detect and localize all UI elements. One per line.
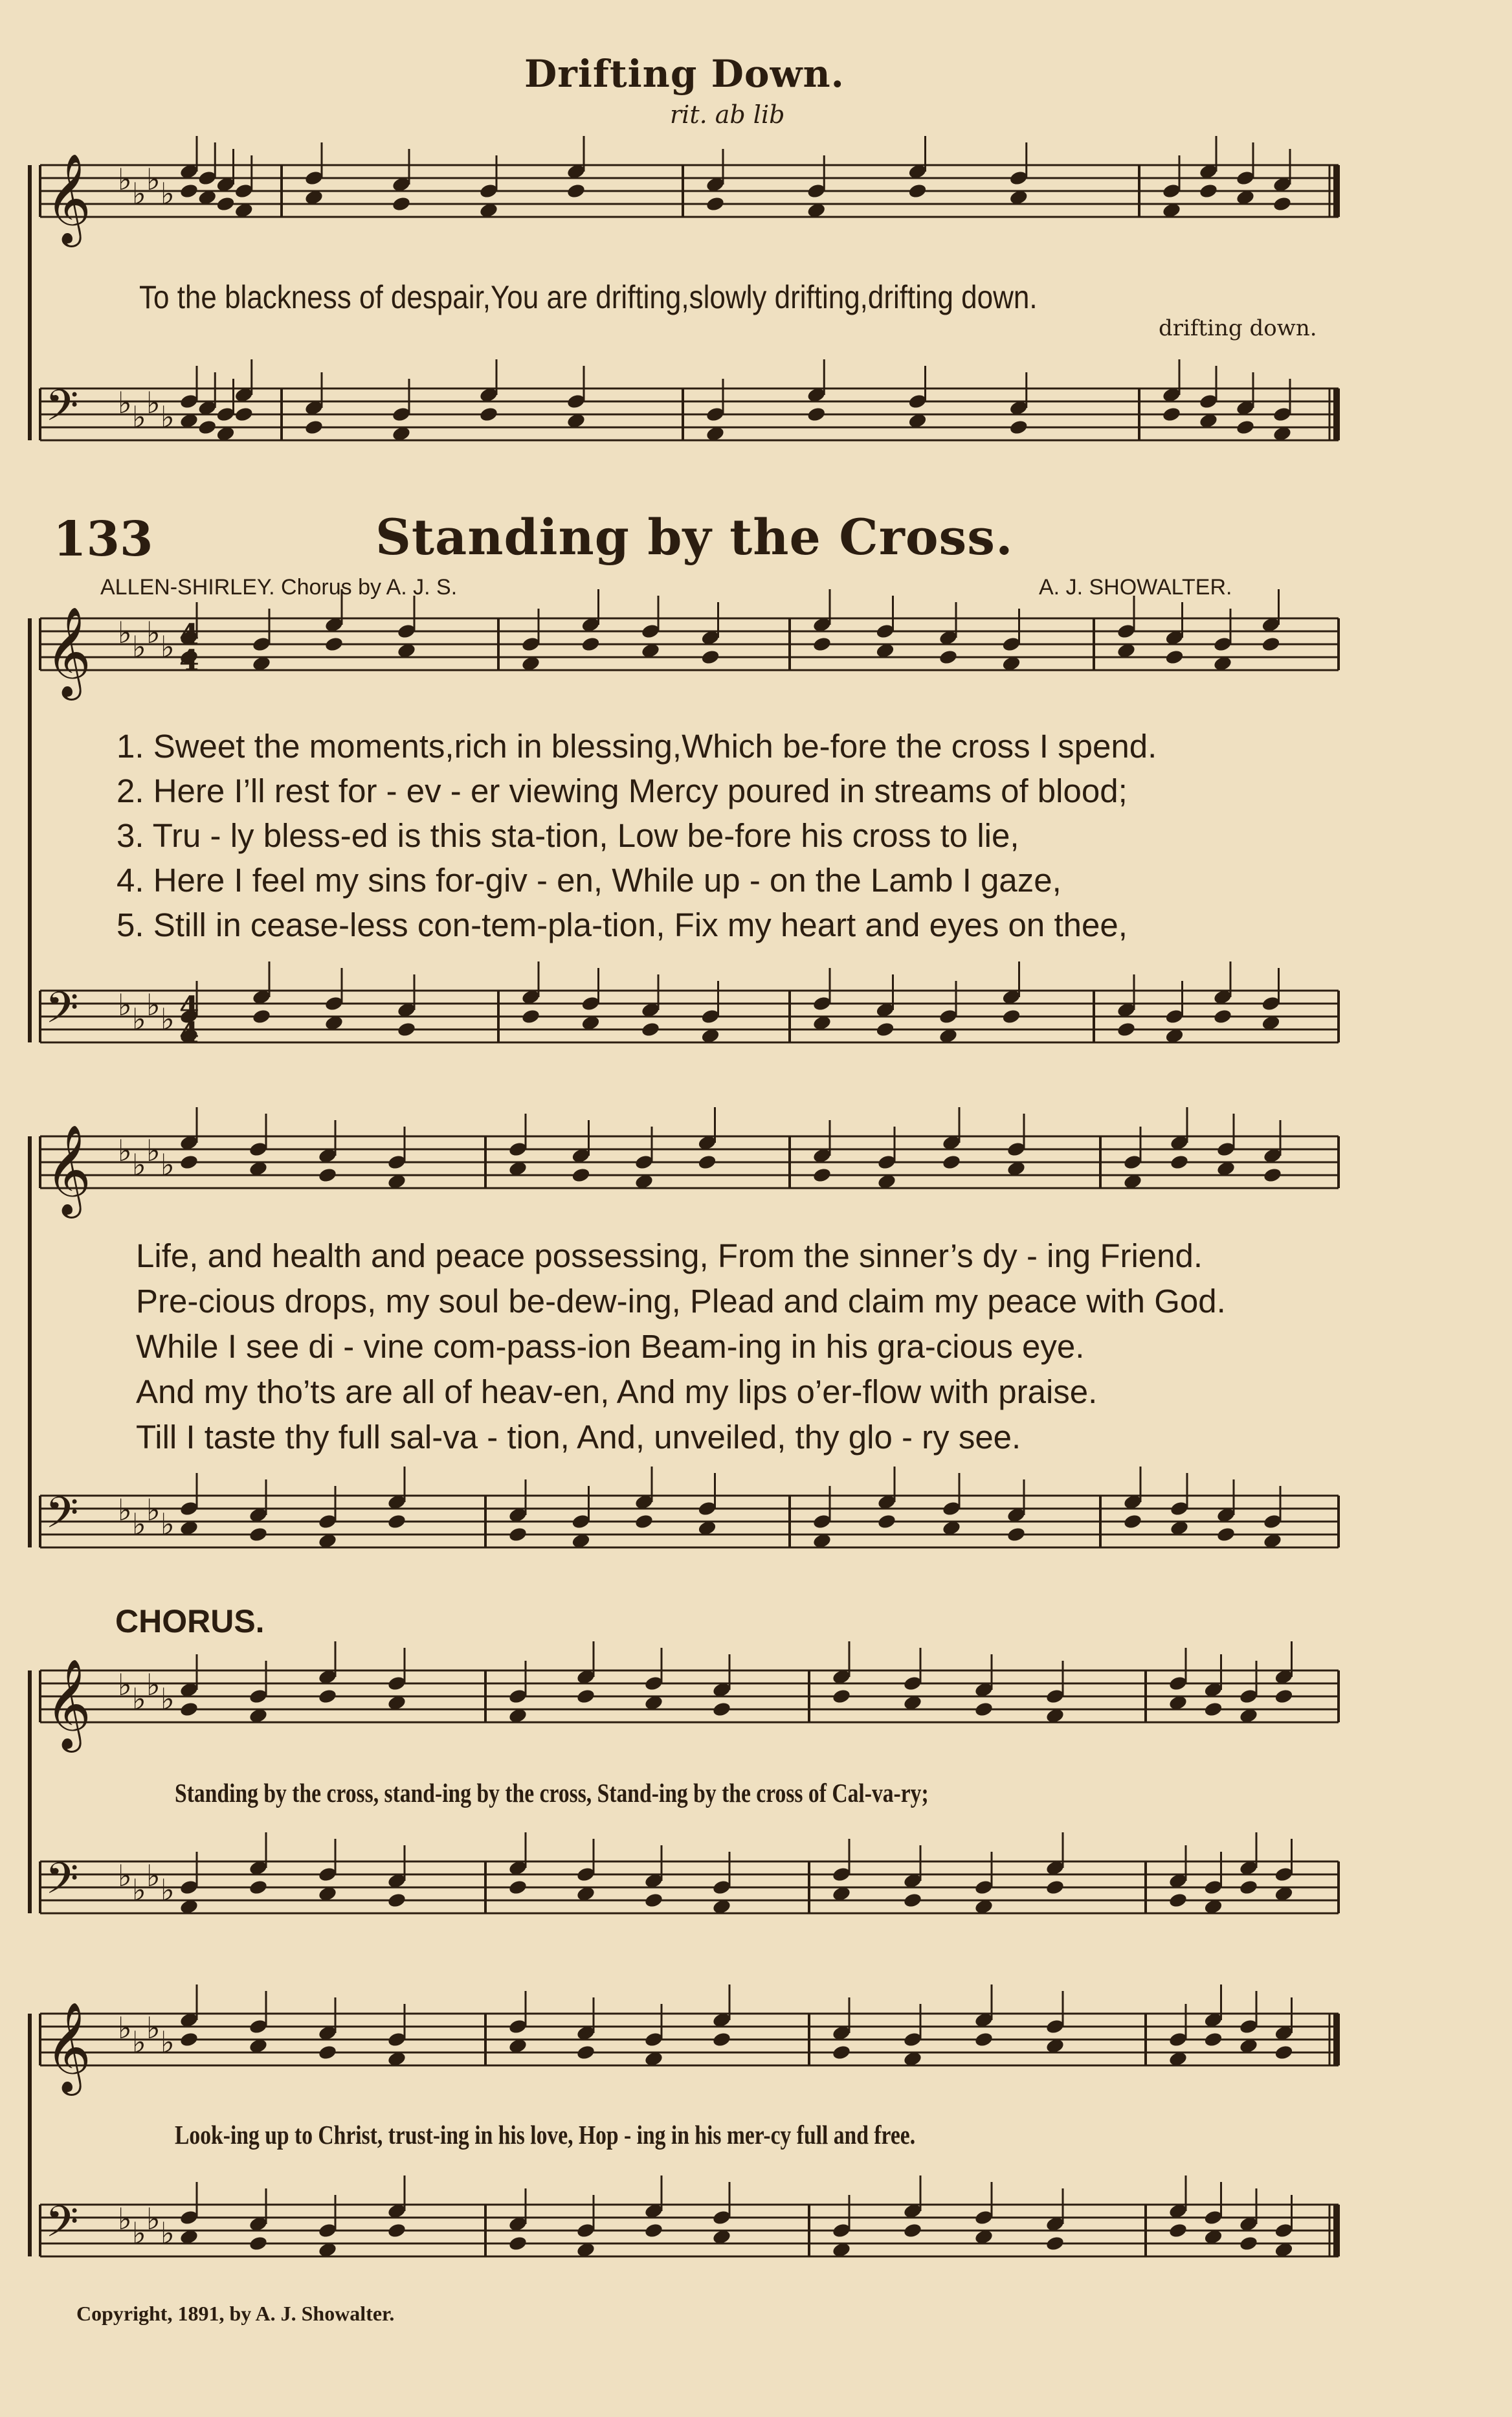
flat-icon: ♭ (146, 385, 161, 420)
note-head (832, 2044, 852, 2061)
note-head (252, 1008, 272, 1025)
note-head (812, 636, 832, 653)
verse-line: 1. Sweet the moments,rich in blessing,Which be-fore the cross I spend. (117, 728, 1157, 765)
flat-icon: ♭ (161, 1872, 175, 1907)
note-head (387, 1892, 407, 1909)
note-head (249, 1879, 269, 1896)
verse-line: And my tho’ts are all of heav-en, And my lips o’er-flow with praise. (136, 1373, 1098, 1410)
flat-icon: ♭ (161, 1507, 175, 1542)
note-head (318, 2044, 338, 2061)
flat-icon: ♭ (161, 399, 175, 434)
flat-icon: ♭ (146, 1858, 161, 1893)
flat-icon: ♭ (118, 1492, 132, 1527)
hymn-number: 133 (53, 512, 153, 567)
flat-icon: ♭ (118, 162, 132, 197)
note-head (942, 1154, 962, 1171)
flat-icon: ♭ (132, 1507, 146, 1542)
note-head (304, 419, 324, 436)
verse-line: 2. Here I’ll rest for - ev - er viewing Mercy poured in streams of blood; (117, 772, 1128, 809)
note-head (1117, 1021, 1137, 1038)
flat-icon: ♭ (132, 2025, 146, 2060)
time-signature: 4 (179, 1017, 199, 1050)
note-head (1045, 1879, 1065, 1896)
flat-icon: ♭ (118, 987, 132, 1022)
note-head (1168, 2222, 1188, 2239)
time-signature: 4 (179, 618, 199, 651)
flat-icon: ♭ (161, 1002, 175, 1037)
verse-line: Till I taste thy full sal-va - tion, And, unveiled, thy glo - ry see. (136, 1419, 1021, 1456)
flat-icon: ♭ (161, 1147, 175, 1182)
flat-icon: ♭ (146, 2010, 161, 2045)
hymn-title: Standing by the Cross. (375, 508, 1014, 566)
bass-clef-icon: 𝄢 (45, 1488, 79, 1548)
note-head (1168, 1892, 1188, 1909)
bass-lyric: drifting down. (1159, 315, 1317, 341)
note-head (644, 2222, 664, 2239)
top-lyric-line: To the blackness of despair,You are drifting,slowly drifting,drifting down. (139, 279, 1038, 315)
note-head (812, 1167, 832, 1184)
flat-icon: ♭ (132, 629, 146, 664)
tempo-direction: rit. ab lib (670, 100, 785, 129)
note-head (179, 183, 199, 199)
note-head (197, 419, 217, 436)
note-head (1203, 1701, 1223, 1718)
time-signature: 4 (179, 644, 199, 677)
flat-icon: ♭ (146, 987, 161, 1022)
note-head (1261, 636, 1281, 653)
note-head (1164, 649, 1184, 666)
flat-icon: ♭ (132, 1147, 146, 1182)
note-head (216, 196, 236, 212)
flat-icon: ♭ (161, 2025, 175, 2060)
note-head (249, 1526, 269, 1543)
note-head (576, 1688, 596, 1705)
flat-icon: ♭ (161, 1681, 175, 1716)
note-head (1216, 1526, 1236, 1543)
verse-line: Pre-cious drops, my soul be-dew-ing, Plead and claim my peace with God. (136, 1283, 1226, 1320)
note-head (1045, 2235, 1065, 2252)
treble-clef-icon: 𝄞 (45, 607, 91, 697)
note-head (634, 1513, 654, 1530)
note-head (1203, 2031, 1223, 2048)
note-head (479, 406, 499, 423)
note-head (318, 1688, 338, 1705)
verse-line: 3. Tru - ly bless-ed is this sta-tion, Low be-fore his cross to lie, (117, 817, 1019, 854)
note-head (1239, 2235, 1259, 2252)
flat-icon: ♭ (161, 176, 175, 211)
note-head (397, 1021, 417, 1038)
note-head (903, 2222, 923, 2239)
flat-icon: ♭ (132, 399, 146, 434)
note-head (1170, 1154, 1190, 1171)
flat-icon: ♭ (161, 2216, 175, 2251)
bass-clef-icon: 𝄢 (45, 1854, 79, 1914)
bass-clef-icon: 𝄢 (45, 381, 79, 441)
treble-clef-icon: 𝄞 (45, 153, 91, 243)
note-head (179, 1154, 199, 1171)
top-piece-title: Drifting Down. (524, 52, 845, 96)
note-head (1001, 1008, 1021, 1025)
note-head (1263, 1167, 1283, 1184)
note-head (712, 2031, 732, 2048)
bass-clef-icon: 𝄢 (45, 983, 79, 1043)
note-head (1273, 196, 1293, 212)
flat-icon: ♭ (118, 385, 132, 420)
note-head (974, 2031, 994, 2048)
flat-icon: ♭ (118, 2201, 132, 2236)
chorus-heading: CHORUS. (115, 1603, 265, 1639)
flat-icon: ♭ (132, 2216, 146, 2251)
flat-icon: ♭ (118, 2010, 132, 2045)
note-head (234, 406, 254, 423)
note-head (571, 1167, 591, 1184)
note-head (907, 183, 928, 199)
flat-icon: ♭ (118, 1858, 132, 1893)
note-head (1199, 183, 1219, 199)
verse-line: While I see di - vine com-pass-ion Beam-ing in his gra-cious eye. (136, 1328, 1085, 1365)
note-head (1123, 1513, 1143, 1530)
treble-clef-icon: 𝄞 (45, 2002, 91, 2092)
treble-clef-icon: 𝄞 (45, 1125, 91, 1215)
note-head (324, 636, 344, 653)
time-signature: 4 (179, 991, 199, 1024)
note-head (581, 636, 601, 653)
verse-line: 4. Here I feel my sins for-giv - en, While up - on the Lamb I gaze, (117, 862, 1062, 899)
note-head (875, 1021, 895, 1038)
note-head (508, 1526, 528, 1543)
flat-icon: ♭ (161, 629, 175, 664)
note-head (576, 2044, 596, 2061)
note-head (179, 1701, 199, 1718)
note-head (521, 1008, 541, 1025)
note-head (1213, 1008, 1233, 1025)
note-head (697, 1154, 717, 1171)
note-head (700, 649, 720, 666)
note-head (1008, 419, 1028, 436)
flat-icon: ♭ (132, 1872, 146, 1907)
flat-icon: ♭ (132, 1002, 146, 1037)
flat-icon: ♭ (146, 162, 161, 197)
note-head (903, 1892, 923, 1909)
lyric-credit: ALLEN-SHIRLEY. Chorus by A. J. S. (100, 575, 458, 600)
note-head (1006, 1526, 1027, 1543)
verse-line: 5. Still in cease-less con-tem-pla-tion, Fix my heart and eyes on thee, (117, 906, 1128, 943)
flat-icon: ♭ (146, 1133, 161, 1168)
note-head (508, 2235, 528, 2252)
note-head (644, 1892, 664, 1909)
note-head (392, 196, 412, 212)
verse-line: Life, and health and peace possessing, From the sinner’s dy - ing Friend. (136, 1237, 1203, 1274)
note-head (939, 649, 959, 666)
flat-icon: ♭ (132, 1681, 146, 1716)
note-head (179, 2031, 199, 2048)
note-head (832, 1688, 852, 1705)
note-head (249, 2235, 269, 2252)
note-head (706, 196, 726, 212)
chorus-lyric-line: Standing by the cross, stand-ing by the cross, Stand-ing by the cross of Cal-va-ry; (175, 1778, 929, 1808)
note-head (1274, 2044, 1294, 2061)
note-head (641, 1021, 661, 1038)
flat-icon: ♭ (146, 615, 161, 650)
flat-icon: ♭ (146, 1492, 161, 1527)
note-head (806, 406, 827, 423)
note-head (712, 1701, 732, 1718)
note-head (508, 1879, 528, 1896)
flat-icon: ♭ (146, 2201, 161, 2236)
composer-credit: A. J. SHOWALTER. (1039, 575, 1232, 600)
note-head (877, 1513, 897, 1530)
flat-icon: ♭ (132, 176, 146, 211)
note-head (1236, 419, 1256, 436)
note-head (1274, 1688, 1294, 1705)
note-head (566, 183, 586, 199)
copyright-notice: Copyright, 1891, by A. J. Showalter. (76, 2302, 395, 2325)
flat-icon: ♭ (118, 1133, 132, 1168)
flat-icon: ♭ (118, 615, 132, 650)
chorus-lyric-line: Look-ing up to Christ, trust-ing in his love, Hop - ing in his mer-cy full and free. (175, 2120, 916, 2150)
flat-icon: ♭ (146, 1667, 161, 1702)
bass-clef-icon: 𝄢 (45, 2197, 79, 2257)
note-head (318, 1167, 338, 1184)
note-head (974, 1701, 994, 1718)
treble-clef-icon: 𝄞 (45, 1659, 91, 1749)
flat-icon: ♭ (118, 1667, 132, 1702)
note-head (1239, 1879, 1259, 1896)
note-head (387, 1513, 407, 1530)
note-head (1162, 406, 1182, 423)
note-head (387, 2222, 407, 2239)
